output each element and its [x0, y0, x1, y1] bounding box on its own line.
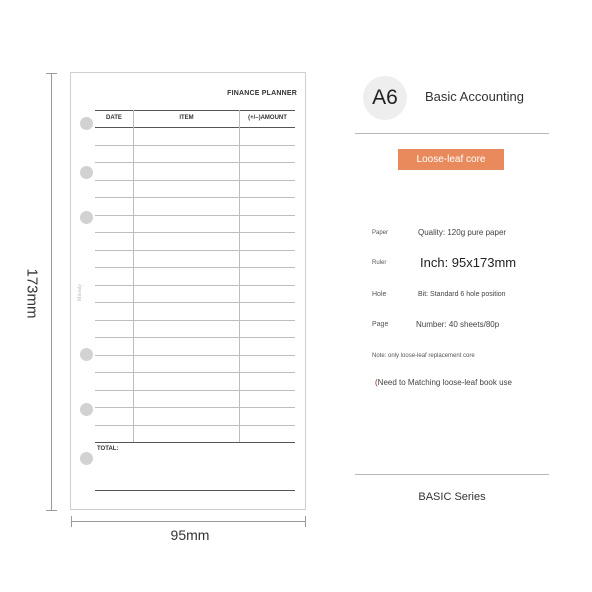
sheet-title: FINANCE PLANNER [227, 90, 297, 97]
width-dimension-line [71, 521, 306, 522]
matching-note-text: Need to Matching loose-leaf book use [377, 378, 512, 387]
grid-row-line [95, 162, 295, 163]
column-header-item: ITEM [179, 115, 194, 121]
series-label: BASIC Series [418, 491, 486, 503]
column-header-amount: (+/–)AMOUNT [248, 115, 287, 121]
divider [355, 133, 549, 134]
grid-row-line [95, 355, 295, 356]
height-dimension-text: 173mm [23, 268, 41, 319]
grid-row-line [95, 197, 295, 198]
spec-label-paper: Paper [372, 230, 389, 236]
grid-row-line [95, 302, 295, 303]
binder-hole [80, 403, 93, 416]
grid-column-divider [133, 110, 134, 442]
binder-hole [80, 211, 93, 224]
grid-row-line [95, 285, 295, 286]
grid-row-line [95, 425, 295, 426]
spec-label-page: Page [372, 321, 389, 328]
height-dimension-cap-bottom [46, 510, 57, 511]
brand-text: Minisdy [77, 284, 83, 301]
grid-row-line [95, 180, 295, 181]
grid-row-line [95, 372, 295, 373]
grid-row-line [95, 337, 295, 338]
spec-value-hole: Bit: Standard 6 hole position [418, 291, 506, 298]
spec-value-paper: Quality: 120g pure paper [418, 228, 507, 237]
grid-row-line [95, 320, 295, 321]
grid-row-line [95, 145, 295, 146]
matching-note-paren: ( [375, 378, 378, 387]
height-dimension-label [12, 265, 62, 325]
matching-note [375, 378, 512, 387]
grid-row-line [95, 267, 295, 268]
grid-row-line [95, 215, 295, 216]
binder-hole [80, 117, 93, 130]
replacement-note: Note: only loose-leaf replacement core [372, 353, 475, 359]
grid-row-line [95, 407, 295, 408]
divider [355, 474, 549, 475]
total-label: TOTAL: [97, 446, 119, 452]
grid-header-line [95, 127, 295, 128]
width-dimension-cap-right [305, 516, 306, 527]
size-badge [363, 76, 407, 120]
spec-label-ruler: Ruler [372, 260, 387, 266]
spec-value-page: Number: 40 sheets/80p [416, 320, 500, 329]
spec-label-hole: Hole [372, 291, 387, 298]
width-dimension-label: 95mm [170, 527, 210, 543]
grid-row-line [95, 390, 295, 391]
grid-body-bottom-line [95, 442, 295, 443]
height-dimension-cap-top [46, 73, 57, 74]
grid-row-line [95, 232, 295, 233]
size-badge-text: A6 [372, 86, 398, 109]
core-badge: Loose-leaf core [398, 149, 504, 170]
ledger-grid [95, 110, 295, 490]
binder-hole [80, 452, 93, 465]
binder-hole [80, 166, 93, 179]
width-dimension-cap-left [71, 516, 72, 527]
binder-hole [80, 348, 93, 361]
grid-column-divider [239, 110, 240, 442]
spec-value-ruler: Inch: 95x173mm [420, 255, 517, 270]
total-underline [95, 490, 295, 491]
grid-top-line [95, 110, 295, 111]
grid-row-line [95, 250, 295, 251]
column-header-date: DATE [106, 115, 122, 121]
product-heading: Basic Accounting [425, 89, 525, 104]
